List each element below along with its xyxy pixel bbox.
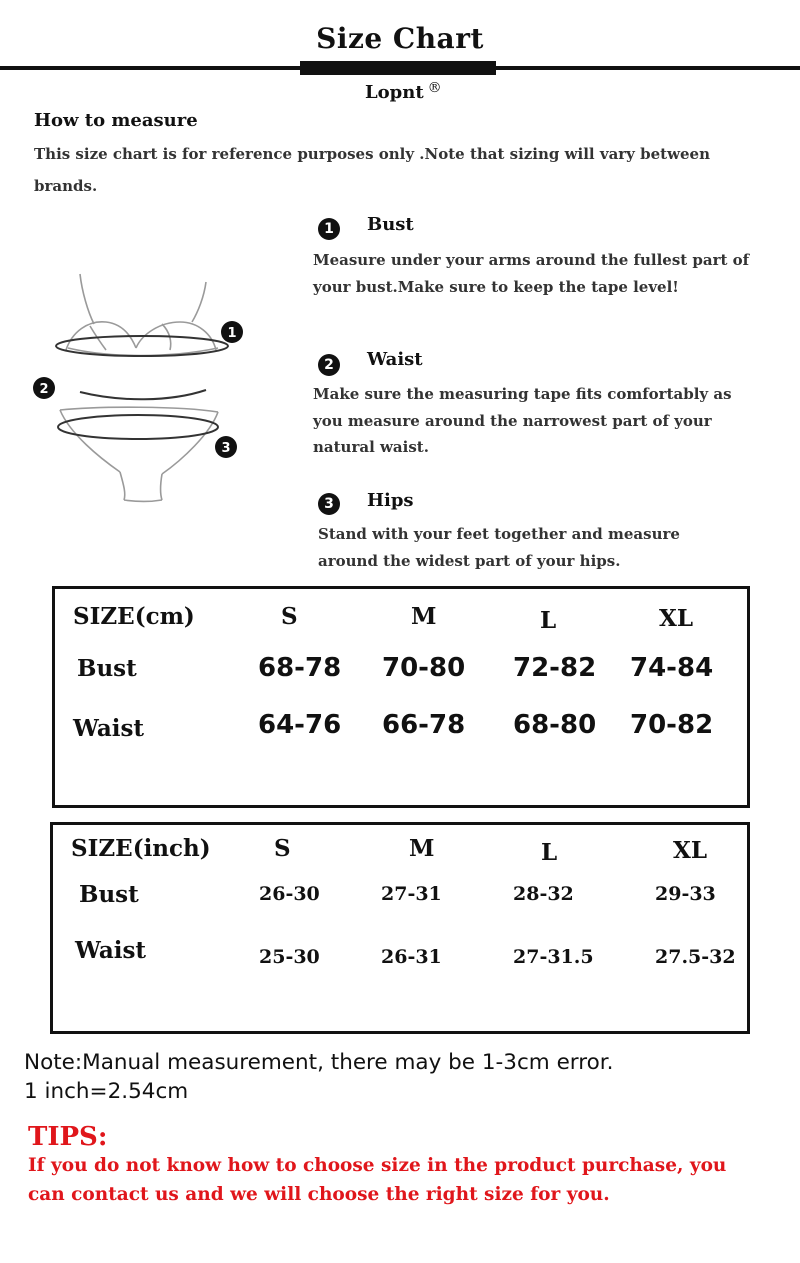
registered-mark: ®: [427, 80, 442, 96]
table-cm-header-s: S: [281, 603, 298, 630]
table-cm-row-bust: Bust: [77, 655, 137, 682]
waist-label: Waist: [367, 349, 423, 370]
size-table-cm: [52, 586, 750, 808]
table-inch-row-bust: Bust: [79, 881, 139, 908]
table-inch-header-m: M: [409, 835, 435, 862]
table-inch-bust-l: 28-32: [513, 883, 574, 905]
table-inch-header-s: S: [274, 835, 291, 862]
table-cm-header-xl: XL: [659, 605, 694, 632]
table-inch-header-l: L: [541, 839, 558, 866]
diagram-marker-1: 1: [227, 326, 237, 341]
bust-instructions: Measure under your arms around the fullest part of your bust.Make sure to keep the tape level!: [313, 251, 750, 296]
note-error: Note:Manual measurement, there may be 1-3cm error.: [24, 1050, 614, 1075]
tips-text: If you do not know how to choose size in the product purchase, you can contact us and we will choose the right size for you.: [28, 1155, 727, 1205]
diagram-marker-3: 3: [221, 441, 231, 456]
table-inch-waist-xl: 27.5-32: [655, 946, 736, 968]
table-inch-bust-m: 27-31: [381, 883, 442, 905]
measurement-note: [24, 1048, 794, 1106]
table-inch-header-label: SIZE(inch): [71, 835, 211, 862]
table-cm-header-label: SIZE(cm): [73, 603, 195, 630]
table-cm-bust-l: 72-82: [513, 653, 597, 683]
table-inch-row-waist: Waist: [75, 937, 147, 964]
table-cm-waist-m: 66-78: [382, 710, 466, 740]
size-table-inch: [50, 822, 750, 1034]
table-inch-waist-s: 25-30: [259, 946, 320, 968]
brand-name: [365, 80, 442, 103]
table-cm-bust-s: 68-78: [258, 653, 342, 683]
bust-label: Bust: [367, 214, 414, 235]
waist-number-icon: 2: [318, 354, 340, 376]
hips-instructions: Stand with your feet together and measure around the widest part of your hips.: [318, 525, 680, 570]
how-to-measure-title: How to measure: [34, 110, 198, 131]
table-inch-bust-xl: 29-33: [655, 883, 716, 905]
table-cm-waist-l: 68-80: [513, 710, 597, 740]
table-cm-bust-xl: 74-84: [630, 653, 714, 683]
how-to-measure-text: This size chart is for reference purposes only .Note that sizing will vary between brands.: [34, 145, 710, 195]
table-inch-waist-m: 26-31: [381, 946, 442, 968]
table-inch-bust-s: 26-30: [259, 883, 320, 905]
table-cm-bust-m: 70-80: [382, 653, 466, 683]
hips-number-icon: 3: [318, 493, 340, 515]
table-cm-waist-s: 64-76: [258, 710, 342, 740]
table-cm-waist-xl: 70-82: [630, 710, 714, 740]
bust-number-icon: 1: [318, 218, 340, 240]
table-cm-header-l: L: [540, 607, 557, 634]
tips-title: TIPS:: [28, 1122, 108, 1152]
diagram-marker-2: 2: [39, 382, 49, 397]
hips-label: Hips: [367, 490, 414, 511]
table-inch-header-xl: XL: [673, 837, 708, 864]
bikini-outline-icon: [20, 262, 260, 512]
table-inch-waist-l: 27-31.5: [513, 946, 594, 968]
header-divider-accent: [300, 61, 496, 75]
page-title: Size Chart: [316, 22, 484, 55]
table-cm-header-m: M: [411, 603, 437, 630]
table-cm-row-waist: Waist: [73, 715, 145, 742]
brand-text: Lopnt: [365, 82, 424, 103]
waist-instructions: Make sure the measuring tape fits comfortably as you measure around the narrowest part of your natural waist.: [313, 385, 732, 456]
note-conversion: 1 inch=2.54cm: [24, 1079, 189, 1104]
